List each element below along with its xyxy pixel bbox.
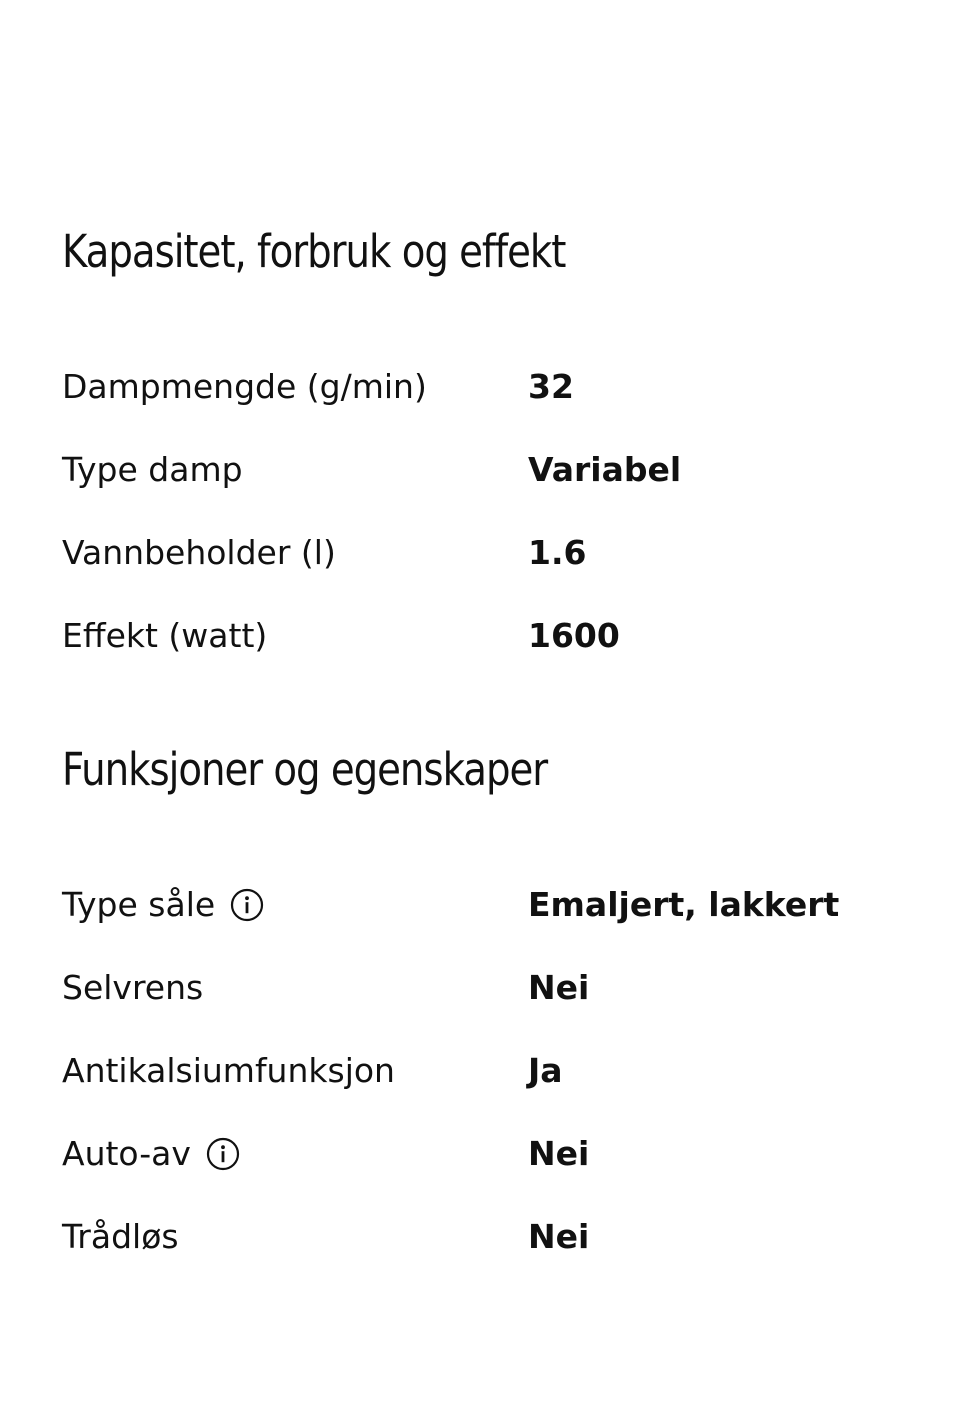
spec-row-steam-type — [62, 447, 922, 530]
spec-row-water-tank — [62, 530, 922, 613]
section-title: Funksjoner og egenskaper — [62, 743, 548, 796]
spec-label-text: Vannbeholder (l) — [62, 533, 336, 572]
spec-value: Nei — [528, 1217, 590, 1256]
spec-label-text: Type såle — [62, 885, 216, 924]
spec-label-text: Selvrens — [62, 968, 204, 1007]
spec-value: 32 — [528, 367, 574, 406]
info-icon[interactable] — [230, 888, 264, 922]
section-capacity — [62, 222, 922, 696]
spec-label — [62, 530, 528, 576]
spec-label — [62, 1048, 528, 1094]
spec-label — [62, 1131, 528, 1177]
spec-value: Ja — [528, 1051, 563, 1090]
spec-value: Nei — [528, 1134, 590, 1173]
spec-row-auto-off — [62, 1131, 922, 1214]
spec-label-text: Auto-av — [62, 1134, 191, 1173]
spec-row-power — [62, 613, 922, 696]
spec-value: Nei — [528, 968, 590, 1007]
spec-label — [62, 613, 528, 659]
spec-value: Emaljert, lakkert — [528, 885, 840, 924]
spec-label-text: Antikalsiumfunksjon — [62, 1051, 395, 1090]
info-icon[interactable] — [206, 1137, 240, 1171]
spec-label-text: Trådløs — [62, 1217, 179, 1256]
spec-row-soleplate-type — [62, 882, 922, 965]
section-title: Kapasitet, forbruk og effekt — [62, 225, 566, 278]
spec-row-anti-calc — [62, 1048, 922, 1131]
spec-value: 1600 — [528, 616, 620, 655]
spec-value: Variabel — [528, 450, 682, 489]
spec-label-text: Type damp — [62, 450, 243, 489]
spec-row-self-clean — [62, 965, 922, 1048]
spec-label — [62, 364, 528, 410]
spec-value: 1.6 — [528, 533, 587, 572]
section-features — [62, 740, 922, 1297]
spec-label-text: Effekt (watt) — [62, 616, 268, 655]
spec-row-cordless — [62, 1214, 922, 1297]
spec-label-text: Dampmengde (g/min) — [62, 367, 427, 406]
spec-list — [62, 364, 922, 696]
spec-label — [62, 965, 528, 1011]
spec-label — [62, 1214, 528, 1260]
spec-list — [62, 882, 922, 1297]
spec-row-steam-amount — [62, 364, 922, 447]
spec-label — [62, 882, 528, 928]
spec-label — [62, 447, 528, 493]
